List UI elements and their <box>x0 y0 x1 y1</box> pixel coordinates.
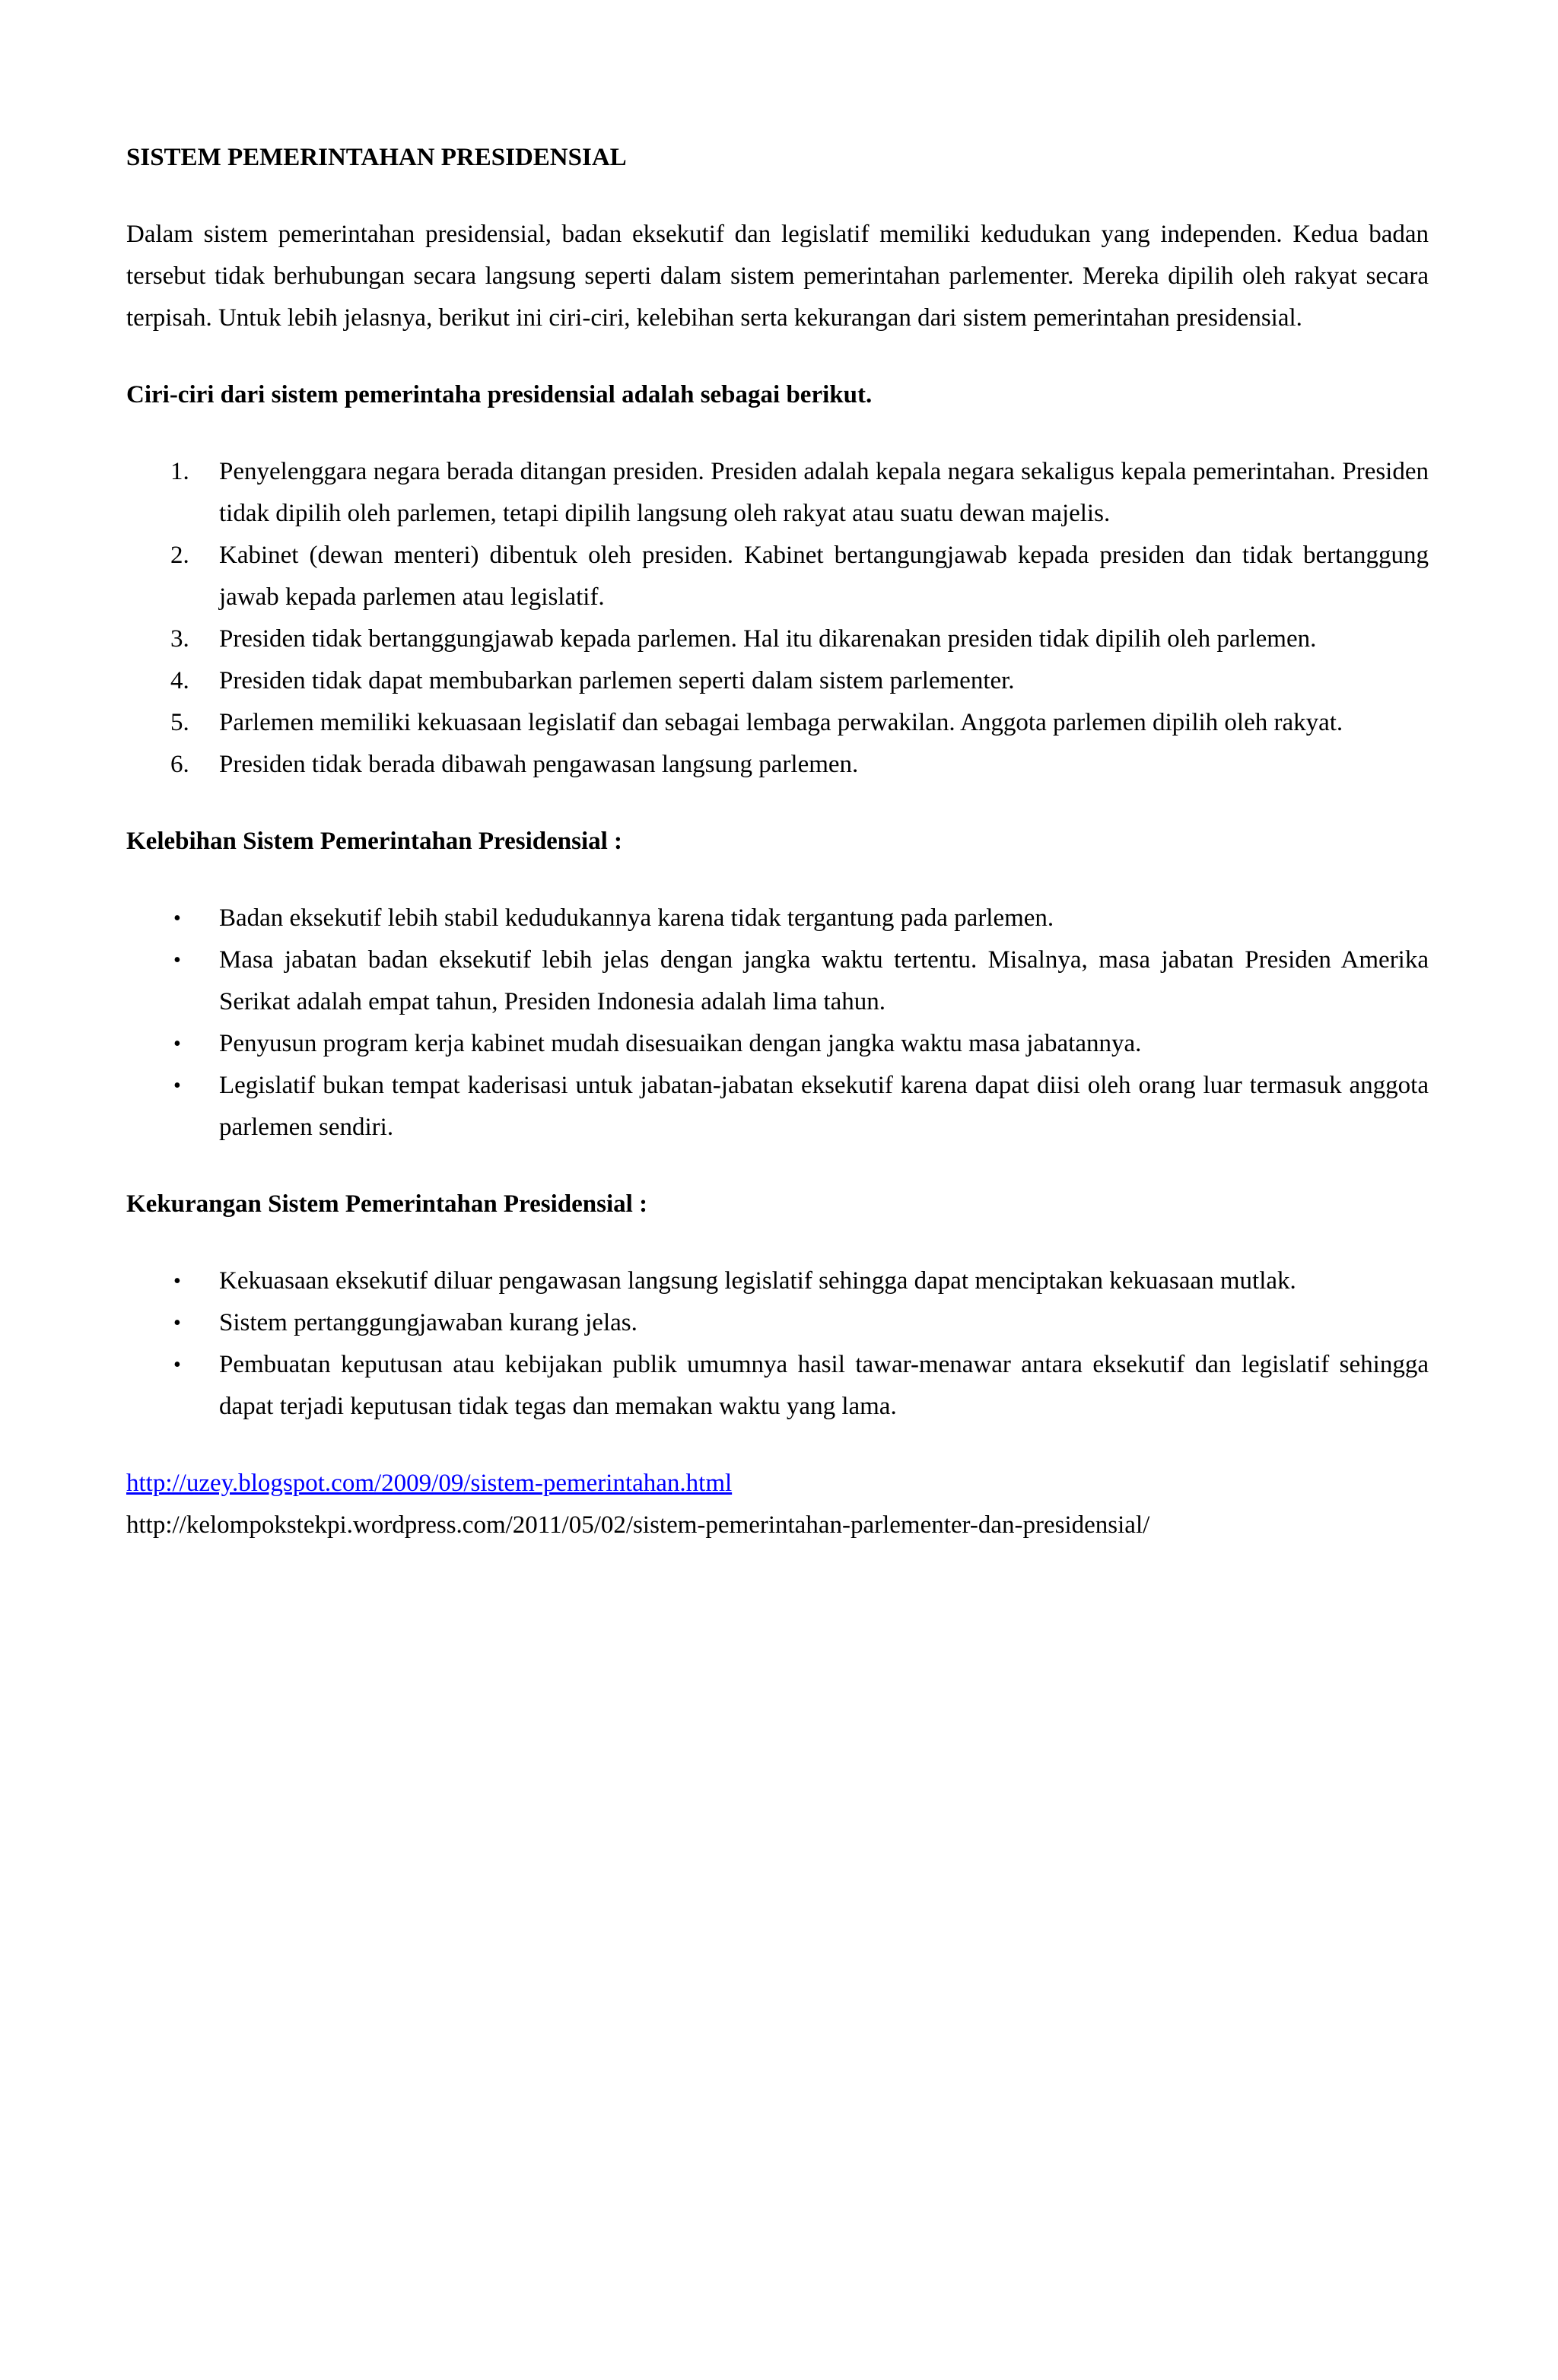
list-item <box>126 535 1429 618</box>
list-item <box>126 1023 1429 1065</box>
list-number: 1. <box>170 458 189 485</box>
list-item-text: Pembuatan keputusan atau kebijakan publik umumnya hasil tawar-menawar antara eksekutif dan legislatif sehingga dapat terjadi keputusan tidak tegas dan memakan waktu yang lama. <box>219 1351 1429 1420</box>
list-item-text: Parlemen memiliki kekuasaan legislatif dan sebagai lembaga perwakilan. Anggota parlemen dipilih oleh rakyat. <box>219 709 1343 736</box>
intro-paragraph: Dalam sistem pemerintahan presidensial, badan eksekutif dan legislatif memiliki kedudukan yang independen. Kedua badan tersebut tidak berhubungan secara langsung seperti dalam sistem pemerintahan parlementer. Mereka dipilih oleh rakyat secara terpisah. Untuk lebih jelasnya, berikut ini ciri-ciri, kelebihan serta kekurangan dari sistem pemerintahan presidensial. <box>126 221 1429 332</box>
source-url-kelompokstekpi: http://kelompokstekpi.wordpress.com/2011/05/02/sistem-pemerintahan-parlementer-dan-presidensial/ <box>126 1511 1150 1539</box>
list-item <box>126 1260 1429 1302</box>
list-item-text: Masa jabatan badan eksekutif lebih jelas dengan jangka waktu tertentu. Misalnya, masa jabatan Presiden Amerika Serikat adalah empat tahun, Presiden Indonesia adalah lima tahun. <box>219 946 1429 1015</box>
ciri-heading: Ciri-ciri dari sistem pemerintaha presidensial adalah sebagai berikut. <box>126 381 873 408</box>
document-title: SISTEM PEMERINTAHAN PRESIDENSIAL <box>126 144 627 171</box>
list-number: 2. <box>170 542 189 569</box>
list-item-text: Presiden tidak bertanggungjawab kepada parlemen. Hal itu dikarenakan presiden tidak dipilih oleh parlemen. <box>219 625 1317 653</box>
kekurangan-list <box>126 1260 1429 1428</box>
list-number: 6. <box>170 751 189 778</box>
list-item-text: Sistem pertanggungjawaban kurang jelas. <box>219 1309 638 1336</box>
list-item-text: Badan eksekutif lebih stabil kedudukannya karena tidak tergantung pada parlemen. <box>219 904 1054 932</box>
list-item-text: Kekuasaan eksekutif diluar pengawasan langsung legislatif sehingga dapat menciptakan kekuasaan mutlak. <box>219 1267 1296 1295</box>
kelebihan-heading: Kelebihan Sistem Pemerintahan Presidensial : <box>126 828 623 855</box>
bullet-icon: • <box>173 1074 181 1098</box>
bullet-icon: • <box>173 1269 181 1293</box>
bullet-icon: • <box>173 949 181 972</box>
list-item <box>126 939 1429 1023</box>
bullet-icon: • <box>173 907 181 930</box>
source-link-uzey[interactable]: http://uzey.blogspot.com/2009/09/sistem-pemerintahan.html <box>126 1470 733 1497</box>
bullet-icon: • <box>173 1311 181 1335</box>
list-item <box>126 744 1429 786</box>
list-number: 5. <box>170 709 189 736</box>
list-item <box>126 451 1429 535</box>
list-item <box>126 660 1429 702</box>
sources-section <box>126 1463 1429 1546</box>
list-item <box>126 1344 1429 1428</box>
kekurangan-heading: Kekurangan Sistem Pemerintahan Presidensial : <box>126 1190 648 1218</box>
list-item <box>126 702 1429 744</box>
list-item-text: Penyelenggara negara berada ditangan presiden. Presiden adalah kepala negara sekaligus kepala pemerintahan. Presiden tidak dipilih oleh parlemen, tetapi dipilih langsung oleh rakyat atau suatu dewan majelis. <box>219 458 1429 527</box>
list-number: 3. <box>170 625 189 653</box>
list-item <box>126 1065 1429 1149</box>
ciri-list <box>126 451 1429 786</box>
list-item-text: Presiden tidak berada dibawah pengawasan langsung parlemen. <box>219 751 859 778</box>
list-item <box>126 618 1429 660</box>
list-item-text: Presiden tidak dapat membubarkan parlemen seperti dalam sistem parlementer. <box>219 667 1015 694</box>
document-page <box>126 137 1429 1546</box>
bullet-icon: • <box>173 1032 181 1056</box>
list-item-text: Kabinet (dewan menteri) dibentuk oleh presiden. Kabinet bertangungjawab kepada presiden dan tidak bertanggung jawab kepada parlemen atau legislatif. <box>219 542 1429 611</box>
list-item <box>126 898 1429 939</box>
list-item-text: Penyusun program kerja kabinet mudah disesuaikan dengan jangka waktu masa jabatannya. <box>219 1030 1142 1057</box>
kelebihan-list <box>126 898 1429 1149</box>
bullet-icon: • <box>173 1353 181 1377</box>
list-item <box>126 1302 1429 1344</box>
list-item-text: Legislatif bukan tempat kaderisasi untuk jabatan-jabatan eksekutif karena dapat diisi oleh orang luar termasuk anggota parlemen sendiri. <box>219 1072 1429 1141</box>
list-number: 4. <box>170 667 189 694</box>
